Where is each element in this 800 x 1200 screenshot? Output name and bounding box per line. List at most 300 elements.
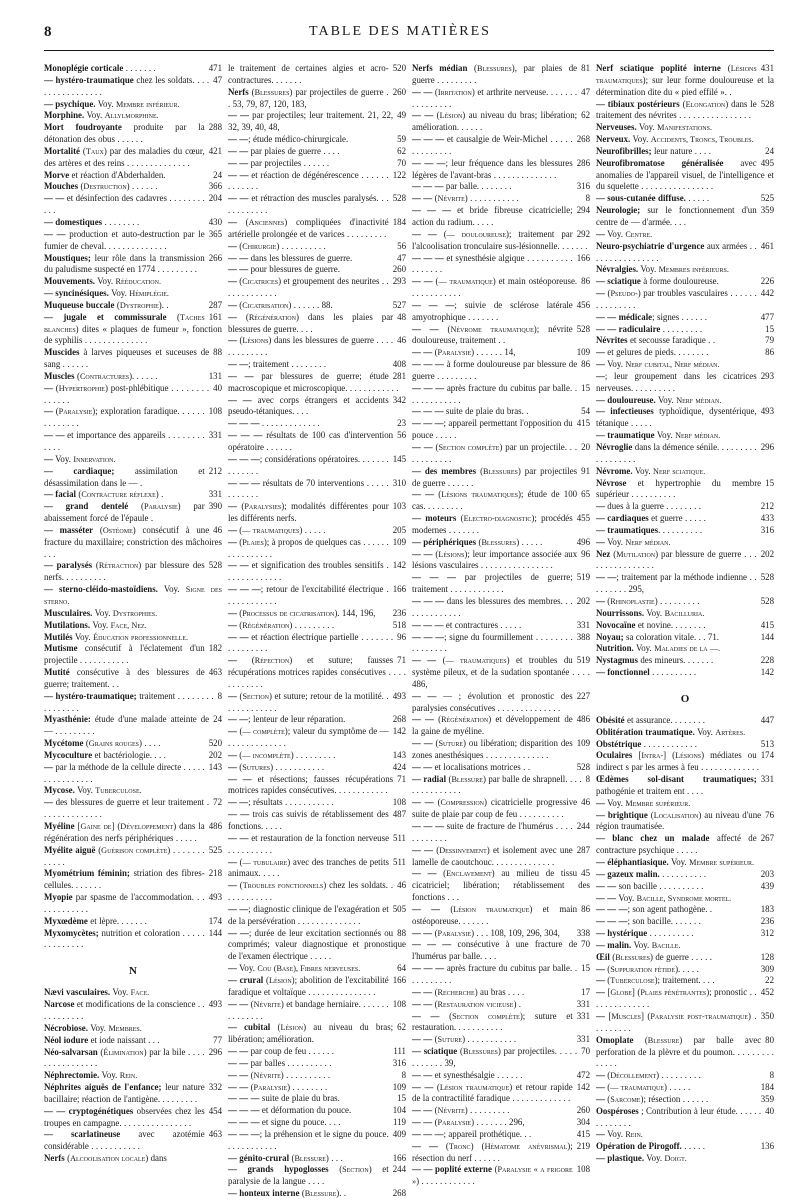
entry-text: ). . . . . (675, 963, 699, 974)
entry-text: sur le fonctionnement d'un centre de — d'armée. . . . (596, 205, 757, 227)
entry-subheading: Blessure (294, 1153, 326, 1163)
entry-subheading: Nerf cubital, Nerf médian. (625, 360, 720, 370)
page-reference: 184 (389, 217, 406, 229)
page-reference: 144 (757, 632, 774, 644)
page-reference: 88 (209, 347, 222, 359)
entry-text: ( (432, 548, 439, 559)
entry-subheading: Blessures (483, 466, 518, 476)
page-reference: 128 (757, 952, 774, 964)
entry-term: — (596, 595, 605, 606)
entry-term: — crural (228, 974, 264, 985)
page-reference: 88 (393, 928, 406, 940)
entry-text: et contractures . . . . . (443, 619, 522, 630)
page-reference: 65 (577, 489, 590, 501)
entry-term: — — (412, 927, 433, 938)
index-entry (228, 158, 406, 170)
index-entry (44, 1082, 222, 1106)
page-reference: 15 (393, 1093, 406, 1105)
entry-subheading: Allylmorphine. (104, 111, 159, 121)
page-reference: 493 (389, 691, 406, 703)
entry-subheading: Paralysie (437, 348, 472, 358)
index-entry (44, 181, 222, 193)
entry-subheading: Maladies de la —. (654, 644, 721, 654)
index-entry (228, 110, 406, 134)
index-entry (44, 738, 222, 750)
index-entry (596, 928, 774, 940)
entry-term: — hystérique (596, 928, 648, 939)
index-entry (412, 999, 590, 1011)
entry-subheading: Guérison complète (101, 845, 168, 855)
page-reference: 46 (209, 525, 222, 537)
index-entry (44, 785, 222, 797)
index-entry (412, 904, 590, 928)
entry-term: — honteux interne (228, 1188, 300, 1199)
entry-subheading: Paralysie (58, 407, 93, 417)
page-reference: 79 (761, 335, 774, 347)
page-reference: 80 (761, 1035, 774, 1047)
entry-text: ); névrite douloureuse, traitement . . (412, 323, 573, 346)
entry-text: dues à la guerre . . . . . . . . (604, 501, 701, 512)
entry-text: ] ( (631, 987, 641, 998)
index-entry (228, 1058, 406, 1070)
entry-term: Nez (596, 548, 611, 559)
page-reference: 244 (389, 1164, 406, 1176)
entry-term: — — (596, 892, 617, 903)
index-entry (596, 99, 774, 123)
entry-term: — (596, 288, 605, 299)
index-entry (44, 170, 222, 182)
entry-subheading: Lésion traumatique (453, 904, 530, 914)
entry-text: ) . (513, 998, 522, 1009)
entry-subheading: Plaies (242, 537, 264, 547)
entry-term: — hystéro-traumatique (44, 74, 134, 85)
index-entry (596, 620, 774, 632)
entry-subheading: Grains rouges (88, 739, 139, 749)
entry-text: ; signes . . . . . . (652, 311, 708, 322)
entry-subheading: Rein. (119, 1071, 138, 1081)
entry-text: ; son agent pathogène. . (627, 904, 713, 915)
index-entry (228, 691, 406, 715)
entry-term: — scarlatineuse (44, 1129, 121, 1140)
index-entry (228, 134, 406, 146)
entry-text: ( (270, 1022, 281, 1033)
entry-text: Voy. (604, 536, 626, 547)
index-entry (596, 146, 774, 158)
entry-text: ) par troubles vasculaires . . . . . . . . . . . . . . . (596, 288, 757, 310)
entry-term: Nystagmus (596, 655, 638, 666)
entry-text: ) . . . 108, 109, 296, 304, (471, 927, 560, 938)
page-reference: 226 (757, 276, 774, 288)
entry-term: Narcose (44, 999, 75, 1010)
entry-text: ); procédés modernes . . . . . . . (412, 513, 573, 535)
entry-text: ) par projectiles. . . . . . . . . . . . 39, (412, 1046, 578, 1068)
entry-text: après fracture du cubitus par balle. . . . . . . . . . . (412, 963, 578, 985)
entry-text: . . . . . . . . . . (659, 868, 707, 879)
entry-text: et signification des troubles sensitifs . . . . . . . . . . . . . (228, 560, 389, 583)
entry-text: ) . . . . . . . . . (464, 1105, 510, 1116)
index-entry (412, 1141, 590, 1165)
entry-term: — — (228, 1069, 249, 1080)
index-entry (596, 952, 774, 964)
entry-term: — (596, 1082, 605, 1093)
page-reference: 487 (389, 809, 406, 821)
entry-text: ( (432, 347, 438, 358)
index-entry (228, 975, 406, 999)
entry-text: ( (434, 489, 442, 500)
entry-text: Voy. (644, 607, 665, 618)
entry-text: ) dites « plaques de fumeur », fonction de syphilis . . . . . . . . . . . . . . (44, 323, 222, 346)
index-entry (44, 253, 222, 277)
entry-text: ( (438, 323, 451, 334)
entry-text: ( (236, 240, 243, 251)
entry-text: avec anomalies de l'appareil visuel, de l'intelligence et du squelette . . . . . . . . . . . . . . . . (596, 157, 774, 192)
entry-text: ( (604, 963, 611, 974)
entry-subheading: Plaies pénétrantes (640, 988, 707, 998)
page-reference: 212 (205, 466, 222, 478)
entry-subheading: Tronc (448, 1141, 471, 1151)
page-reference: 166 (573, 253, 590, 265)
index-entry (44, 845, 222, 869)
page-reference: 109 (573, 738, 590, 750)
entry-text: chez les soldats. . . . . . . . . . . . . . . . . (44, 74, 210, 97)
entry-text: ) . . . (325, 1152, 343, 1163)
entry-text: Voy. (636, 122, 658, 133)
page-reference: 182 (205, 643, 222, 655)
entry-text: par spasme de l'accommodation. . . . . . . . . . . . . (44, 892, 205, 914)
index-entry (596, 525, 774, 537)
entry-term: — (44, 761, 53, 772)
page-reference: 424 (389, 762, 406, 774)
entry-text: ) au niveau du bras; libération; amélioration. . . . . . (412, 110, 578, 133)
entry-subheading: Névrite (253, 999, 281, 1009)
entry-term: — (228, 299, 237, 310)
index-entry (44, 406, 222, 430)
section-letter: N (129, 965, 137, 978)
entry-text: ( (236, 335, 243, 346)
page-reference: 108 (389, 797, 406, 809)
entry-subheading: Tuberculose (610, 976, 655, 986)
entry-text: ( (97, 1046, 104, 1057)
index-entry (44, 1129, 222, 1153)
page-reference: 109 (389, 537, 406, 549)
entry-subheading: Névrite (437, 1106, 465, 1116)
entry-text: ( (604, 1070, 611, 1081)
entry-subheading: Artères. (715, 727, 746, 737)
entry-text: et causalgie de Weir-Michel . . . . . . . . . . . . . . (412, 134, 573, 156)
entry-text: ( (476, 536, 482, 547)
page-reference: 292 (573, 229, 590, 241)
entry-text: Voy. (638, 264, 659, 275)
entry-text: ) dans les plaies par blessures de guerre. . . . (228, 311, 394, 334)
index-entry (44, 1070, 222, 1082)
page-reference: 309 (757, 964, 774, 976)
entry-text: et déformation du pouce. (259, 1105, 352, 1116)
entry-text: ; signe du fourmillement . . . . . . . . . . . . . . . . (412, 631, 573, 654)
index-entry (228, 1082, 406, 1094)
index-entry (44, 667, 222, 691)
entry-text: consécutive à une fracture de l'humérus par balle. . . . (412, 939, 578, 962)
index-entry (596, 869, 774, 881)
entry-subheading: Membre supérieur. (689, 858, 755, 867)
index-entry (412, 1046, 590, 1070)
index-entry (44, 300, 222, 312)
entry-term: Myélite aiguë (44, 844, 96, 855)
entry-text: [ (604, 1010, 612, 1021)
entry-term: — — médicale (596, 311, 653, 322)
entry-subheading: Mutilation (616, 549, 656, 559)
entry-text: ) . . . . . . 88. (288, 299, 333, 310)
entry-text: ) et groupement des neurites . . . . . . . . . . . . . (228, 276, 389, 299)
entry-subheading: Blessure (451, 774, 483, 784)
entry-text: ( (433, 844, 440, 855)
index-entry (228, 857, 406, 881)
entry-text: ( (236, 501, 245, 512)
page-reference: 316 (389, 1058, 406, 1070)
index-entry (412, 1082, 590, 1106)
entry-term: — — (412, 655, 437, 666)
entry-text: ( (432, 927, 438, 938)
entry-text: ( (720, 63, 731, 73)
entry-subheading: Névrite (253, 1070, 281, 1080)
index-entry (596, 798, 774, 810)
page-reference: 143 (389, 750, 406, 762)
entry-term: — — (412, 903, 441, 914)
entry-term: Mouches (44, 181, 79, 192)
index-entry (44, 1023, 222, 1035)
entry-term: — cubital (228, 1022, 271, 1033)
page-reference: 296 (205, 1047, 222, 1059)
page-reference: 390 (205, 501, 222, 513)
entry-term: — (228, 749, 237, 760)
index-entry (44, 797, 222, 821)
entry-text: ] ( (111, 821, 121, 831)
entry-term: — — — (412, 359, 444, 370)
entry-text: ); résection . . . . . . (640, 1093, 709, 1104)
index-entry (596, 750, 774, 774)
index-entry (412, 1070, 590, 1082)
entry-text: et restauration de la fonction nerveuse . . . . . . . . . . (228, 832, 390, 855)
page-reference: 331 (573, 620, 590, 632)
page-reference: 64 (393, 963, 406, 975)
entry-text: ) . . . . . . . . . (656, 1070, 701, 1081)
page-reference: 447 (757, 715, 774, 727)
entry-term: — — — (412, 252, 444, 263)
entry-text: Voy. (74, 785, 96, 796)
index-entry (596, 1106, 774, 1130)
entry-term: — — (228, 169, 249, 180)
entry-text: ( (79, 145, 86, 156)
index-entry (228, 1022, 406, 1046)
index-entry (228, 584, 406, 608)
entry-subheading: Décollement (610, 1071, 657, 1081)
entry-text: ( (436, 868, 447, 879)
entry-text: ) . . . . . . . . . (289, 619, 335, 630)
entry-term: Œdèmes sol-disant traumatiques; (596, 774, 757, 785)
entry-term: — grands hypoglosses (228, 1164, 329, 1175)
entry-text: ) par la bile . . . . . . . . . . . . . . . . (44, 1046, 205, 1069)
page-reference: 15 (577, 963, 590, 975)
entry-term: Nerfs médian (412, 63, 468, 73)
entry-term: — génito-crural (228, 1152, 290, 1163)
entry-text: par projectiles . . . . . . (248, 157, 330, 168)
page-reference: 71 (393, 655, 406, 667)
page-reference: 260 (389, 87, 406, 99)
entry-term: Oblitération traumatique. (596, 726, 695, 737)
entry-text: par balle. . . . . . . . (443, 181, 512, 192)
page-reference: 456 (573, 300, 590, 312)
page-reference: 331 (205, 430, 222, 442)
entry-term: — — radiculaire (596, 323, 661, 334)
entry-term: — — (228, 809, 250, 820)
page-reference: 46 (393, 880, 406, 892)
index-entry (228, 501, 406, 525)
index-entry (596, 430, 774, 442)
page-reference: 505 (389, 904, 406, 916)
index-entry (44, 584, 222, 608)
entry-text: ( (432, 86, 438, 97)
entry-term: — (228, 240, 237, 251)
entry-text: ) par un projectile. . . . . . . . . . . . (412, 442, 578, 464)
page-reference: 202 (205, 750, 222, 762)
index-entry (228, 963, 406, 975)
page-reference: 46 (393, 335, 406, 347)
entry-term: — — — (596, 904, 628, 915)
page-reference: 46 (577, 797, 590, 809)
entry-term: — — — (228, 584, 261, 595)
index-entry (228, 762, 406, 774)
entry-text: ( (76, 489, 82, 500)
entry-term: Nutrition. (596, 643, 634, 654)
entry-text: des blessures de guerre et leur traitement . . . . . . . . . . . . . . (44, 797, 210, 820)
entry-subheading: Signe des sterno. (44, 585, 222, 606)
index-entry (412, 1129, 590, 1141)
entry-text: et secousse faradique . . (627, 335, 716, 346)
entry-text: ); traitement. . . . (654, 975, 715, 986)
entry-text: ( (633, 1034, 648, 1045)
entry-text: ( (236, 299, 243, 310)
entry-text: ; étude médico-chirurgicale. (248, 134, 349, 145)
entry-text: ( (433, 797, 441, 808)
entry-text: ); étude de 100 cas. . . . . . . . . (412, 489, 578, 512)
entry-term: — (596, 1129, 605, 1140)
index-entry (412, 928, 590, 940)
index-entry (596, 596, 774, 608)
entry-text: affecté de contracture psychique . . . . . (596, 833, 757, 856)
page-reference: 47 (393, 253, 406, 265)
index-entry (228, 478, 406, 502)
index-entry (412, 762, 590, 774)
index-entry (228, 833, 406, 857)
entry-term: — facial (44, 489, 76, 500)
entry-text: ( (456, 513, 464, 524)
entry-term: Myométrium féminin; (44, 868, 130, 879)
entry-text: ) . . . . . (516, 536, 543, 547)
index-entry (44, 987, 222, 999)
entry-subheading: Membres inférieurs. (658, 265, 729, 275)
entry-term: — — (412, 86, 433, 97)
index-entry (44, 146, 222, 170)
page-reference: 103 (389, 501, 406, 513)
entry-text: ) et développement de la gaine de myéline. (412, 714, 573, 737)
index-entry (596, 1011, 774, 1035)
entry-text: . . . . . (685, 193, 710, 204)
entry-text: ( (95, 844, 102, 855)
entry-text: ; lenteur de leur réparation. (248, 714, 346, 725)
entry-subheading: Taches blanches (44, 312, 205, 334)
entry-term: — (228, 216, 237, 227)
entry-text: Voy. (655, 394, 677, 405)
index-entry (228, 241, 406, 253)
entry-subheading: Section complète (438, 443, 500, 452)
page-reference: 62 (393, 1022, 406, 1034)
page-reference: 86 (577, 904, 590, 916)
entry-text: dans les blessures de guerre. (248, 252, 353, 263)
index-entry (228, 87, 406, 111)
entry-text: et réaction électrique partielle . . . . . . . . . . . . . . . . (228, 631, 394, 654)
page-reference: 8 (398, 1070, 406, 1082)
page-reference: 430 (205, 217, 222, 229)
entry-text: . . . . . . . (123, 63, 156, 73)
entry-term: — (228, 726, 237, 737)
entry-text: ) par projectiles de guerre . . 53, 79, 87, 120, 183, (228, 86, 389, 109)
entry-text: nutrition et coloration . . . . . . . . . . . . . . (44, 927, 205, 950)
entry-text: ; traitement . . . . . . . . (248, 359, 327, 370)
index-entry (412, 987, 590, 999)
page-reference: 442 (757, 288, 774, 300)
index-entry (412, 205, 590, 229)
page-reference: 104 (389, 1105, 406, 1117)
index-entry (412, 738, 590, 762)
entry-term: — — (228, 714, 249, 725)
page-reference: 227 (573, 691, 590, 703)
entry-text: Voy. (95, 276, 116, 287)
entry-text: ); modalités différentes pour les différents nerfs. (228, 501, 389, 524)
entry-text: ) au bras . . . . (474, 986, 525, 997)
page-reference: 122 (389, 170, 406, 182)
entry-term: — — (412, 347, 433, 358)
entry-text: . . . . . . . . (102, 216, 140, 227)
entry-text: ( (436, 228, 447, 239)
entry-term: — plastique. (596, 1153, 645, 1164)
entry-term: Myxomycètes; (44, 927, 99, 938)
entry-term: — — — (412, 631, 445, 642)
entry-term: — — (228, 394, 252, 405)
entry-term: Mycoculture (44, 749, 93, 760)
page-reference: 455 (573, 513, 590, 525)
index-entry (596, 442, 774, 466)
entry-term: Névrose (596, 477, 627, 488)
index-entry (44, 632, 222, 644)
entry-subheading: Pseudo- (610, 289, 638, 299)
entry-subheading: Lésion traumatique (439, 1082, 510, 1092)
entry-term: Néphrites aiguës de l'enfance; (44, 1082, 162, 1093)
page-reference: 72 (209, 797, 222, 809)
entry-term: — malin. (596, 939, 632, 950)
page-reference: 511 (389, 857, 406, 869)
index-entry (596, 537, 774, 549)
entry-text: ) et arthrite nerveuse. . . . . . . . . . . . . . . . (412, 86, 578, 109)
entry-subheading: Nerf médian. (676, 395, 722, 405)
entry-text: et réaction de dégénérescence . . . . . . . . . . . . . (228, 169, 389, 192)
entry-subheading: — traumatique (438, 277, 493, 287)
entry-term: — — (412, 323, 439, 334)
page-reference: 296 (757, 442, 774, 454)
entry-subheading: Face, Nez. (110, 620, 147, 630)
entry-text: ) post-phlébitique . . . . . . . . . . . . . . (44, 382, 210, 405)
entry-text: après fracture du cubitus par balle. . . . . . . . . . . . . (412, 382, 578, 405)
page-reference: 24 (209, 170, 222, 182)
entry-term: — (596, 359, 605, 370)
